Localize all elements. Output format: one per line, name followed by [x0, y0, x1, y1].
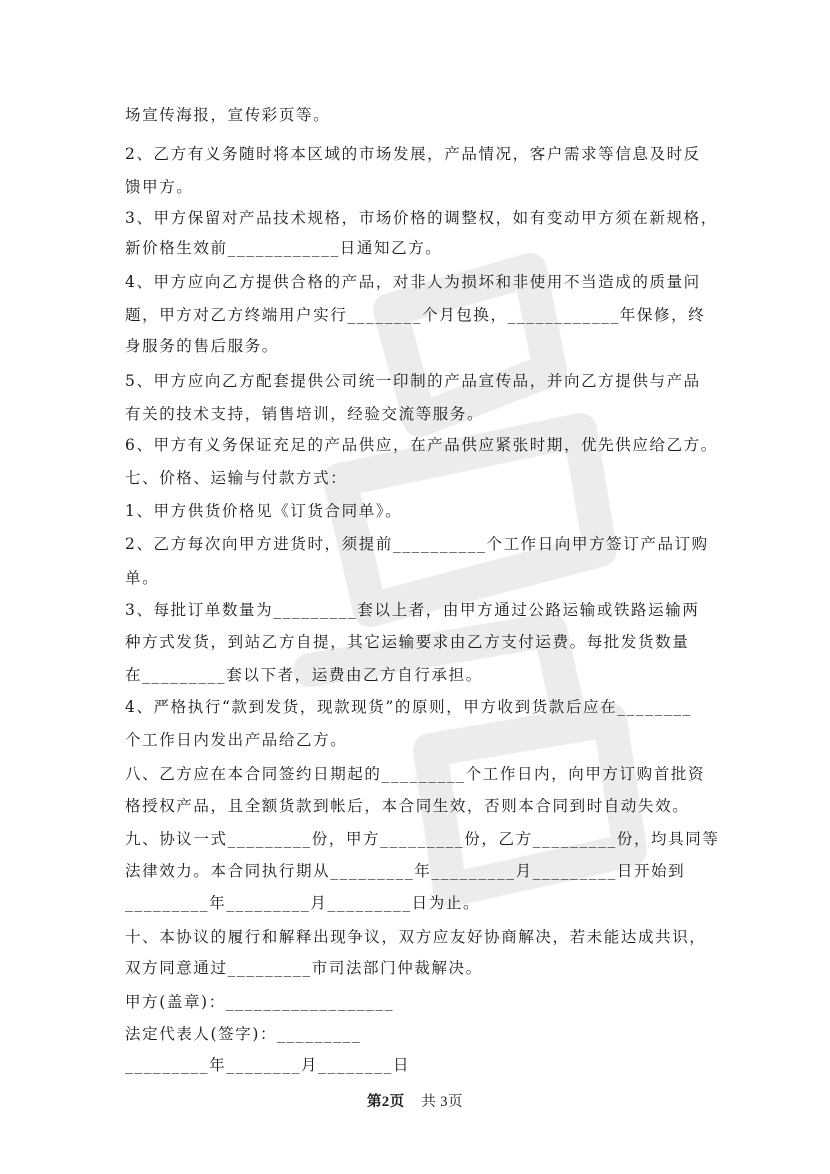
- text-line: 2、乙方每次向甲方进货时，须提前__________个工作日向甲方签订产品订购: [125, 535, 709, 553]
- section-heading: 七、价格、运输与付款方式：: [125, 469, 348, 487]
- text-line: 格授权产品，且全额货款到帐后，本合同生效，否则本合同到时自动失效。: [125, 797, 690, 815]
- page-total: 共 3页: [421, 1094, 464, 1110]
- text-line: 场宣传海报，宣传彩页等。: [125, 106, 331, 124]
- signature-representative: 法定代表人(签字)：_________: [125, 1025, 362, 1043]
- signature-party-a: 甲方(盖章)：__________________: [125, 993, 395, 1011]
- text-line: 种方式发货，到站乙方自提，其它运输要求由乙方支付运费。每批发货数量: [125, 633, 690, 651]
- text-line: 4、甲方应向乙方提供合格的产品，对非人为损坏和非使用不当造成的质量问: [125, 273, 701, 291]
- text-line: 有关的技术支持，销售培训，经验交流等服务。: [125, 405, 485, 423]
- text-line: 4、严格执行“款到发货，现款现货”的原则，甲方收到货款后应在________: [125, 698, 693, 716]
- text-line: 新价格生效前____________日通知乙方。: [125, 239, 443, 257]
- section-heading: 九、协议一式_________份，甲方_________份，乙方_________份，均具同等: [125, 830, 720, 848]
- text-line: 双方同意通过_________市司法部门仲裁解决。: [125, 959, 483, 977]
- page-footer: [0, 1090, 830, 1111]
- text-line: 馈甲方。: [125, 178, 194, 196]
- signature-date: _________年________月________日: [125, 1056, 411, 1074]
- text-line: 在_________套以下者，运费由乙方自行承担。: [125, 666, 483, 684]
- text-line: 3、甲方保留对产品技术规格，市场价格的调整权，如有变动甲方须在新规格，: [125, 209, 718, 227]
- text-line: _________年_________月_________日为止。: [125, 894, 481, 912]
- text-line: 2、乙方有义务随时将本区域的市场发展，产品情况，客户需求等信息及时反: [125, 145, 701, 163]
- section-heading: 八、乙方应在本合同签约日期起的_________个工作日内，向甲方订购首批资: [125, 765, 706, 783]
- text-line: 法律效力。本合同执行期从_________年_________月_________日开始到: [125, 862, 686, 880]
- page-number: 第2页: [366, 1094, 405, 1110]
- text-line: 1、甲方供货价格见《订货合同单》。: [125, 502, 403, 520]
- section-heading: 十、本协议的履行和解释出现争议，双方应友好协商解决，若未能达成共识，: [125, 928, 707, 946]
- text-line: 题，甲方对乙方终端用户实行________个月包换，____________年保修，终: [125, 306, 706, 324]
- text-line: 单。: [125, 569, 160, 587]
- text-line: 3、每批订单数量为_________套以上者，由甲方通过公路运输或铁路运输两: [125, 601, 700, 619]
- text-line: 5、甲方应向乙方配套提供公司统一印制的产品宣传品，并向乙方提供与产品: [125, 372, 701, 390]
- text-line: 身服务的售后服务。: [125, 337, 279, 355]
- text-line: 个工作日内发出产品给乙方。: [125, 731, 348, 749]
- text-line: 6、甲方有义务保证充足的产品供应，在产品供应紧张时期，优先供应给乙方。: [125, 436, 718, 454]
